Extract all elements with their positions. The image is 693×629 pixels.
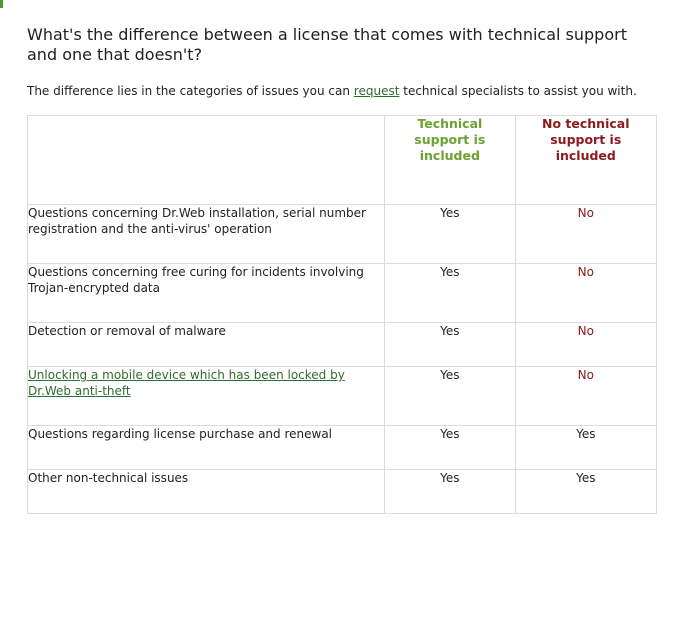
row-without-support-value: No [515,323,656,367]
faq-question-heading: What's the difference between a license that comes with technical support and one that doesn't? [27,25,627,64]
header-without-support [515,116,656,205]
row-with-support-value: Yes [385,323,515,367]
table-row [28,205,657,264]
row-with-support-value: Yes [385,205,515,264]
intro-text-before: The difference lies in the categories of issues you can [27,84,354,98]
anti-theft-unlock-link[interactable]: Unlocking a mobile device which has been locked by Dr.Web anti-theft [28,368,345,398]
row-without-support-value: No [515,264,656,323]
row-with-support-value: Yes [385,470,515,514]
request-link[interactable]: request [353,84,400,98]
table-row [28,470,657,514]
corner-accent [0,0,3,8]
table-row [28,323,657,367]
row-topic: Questions concerning Dr.Web installation, serial number registration and the anti-virus' operation [28,205,385,264]
header-with-support [385,116,515,205]
row-topic-cell [28,367,385,426]
support-comparison-table [27,115,657,514]
row-without-support-value: No [515,205,656,264]
row-with-support-value: Yes [385,426,515,470]
table-row [28,264,657,323]
header-without-support-label: No technical support is included [542,116,630,163]
header-with-support-label: Technical support is included [414,116,486,163]
row-without-support-value: Yes [515,426,656,470]
row-topic: Questions regarding license purchase and renewal [28,426,385,470]
table-header-row [28,116,657,205]
row-without-support-value: Yes [515,470,656,514]
table-row [28,426,657,470]
row-with-support-value: Yes [385,367,515,426]
row-topic: Other non-technical issues [28,470,385,514]
row-topic: Detection or removal of malware [28,323,385,367]
intro-text-after: technical specialists to assist you with. [399,84,637,98]
intro-text [27,83,667,99]
row-with-support-value: Yes [385,264,515,323]
row-without-support-value: No [515,367,656,426]
table-row [28,367,657,426]
row-topic: Questions concerning free curing for incidents involving Trojan-encrypted data [28,264,385,323]
header-topic-cell [28,116,385,205]
